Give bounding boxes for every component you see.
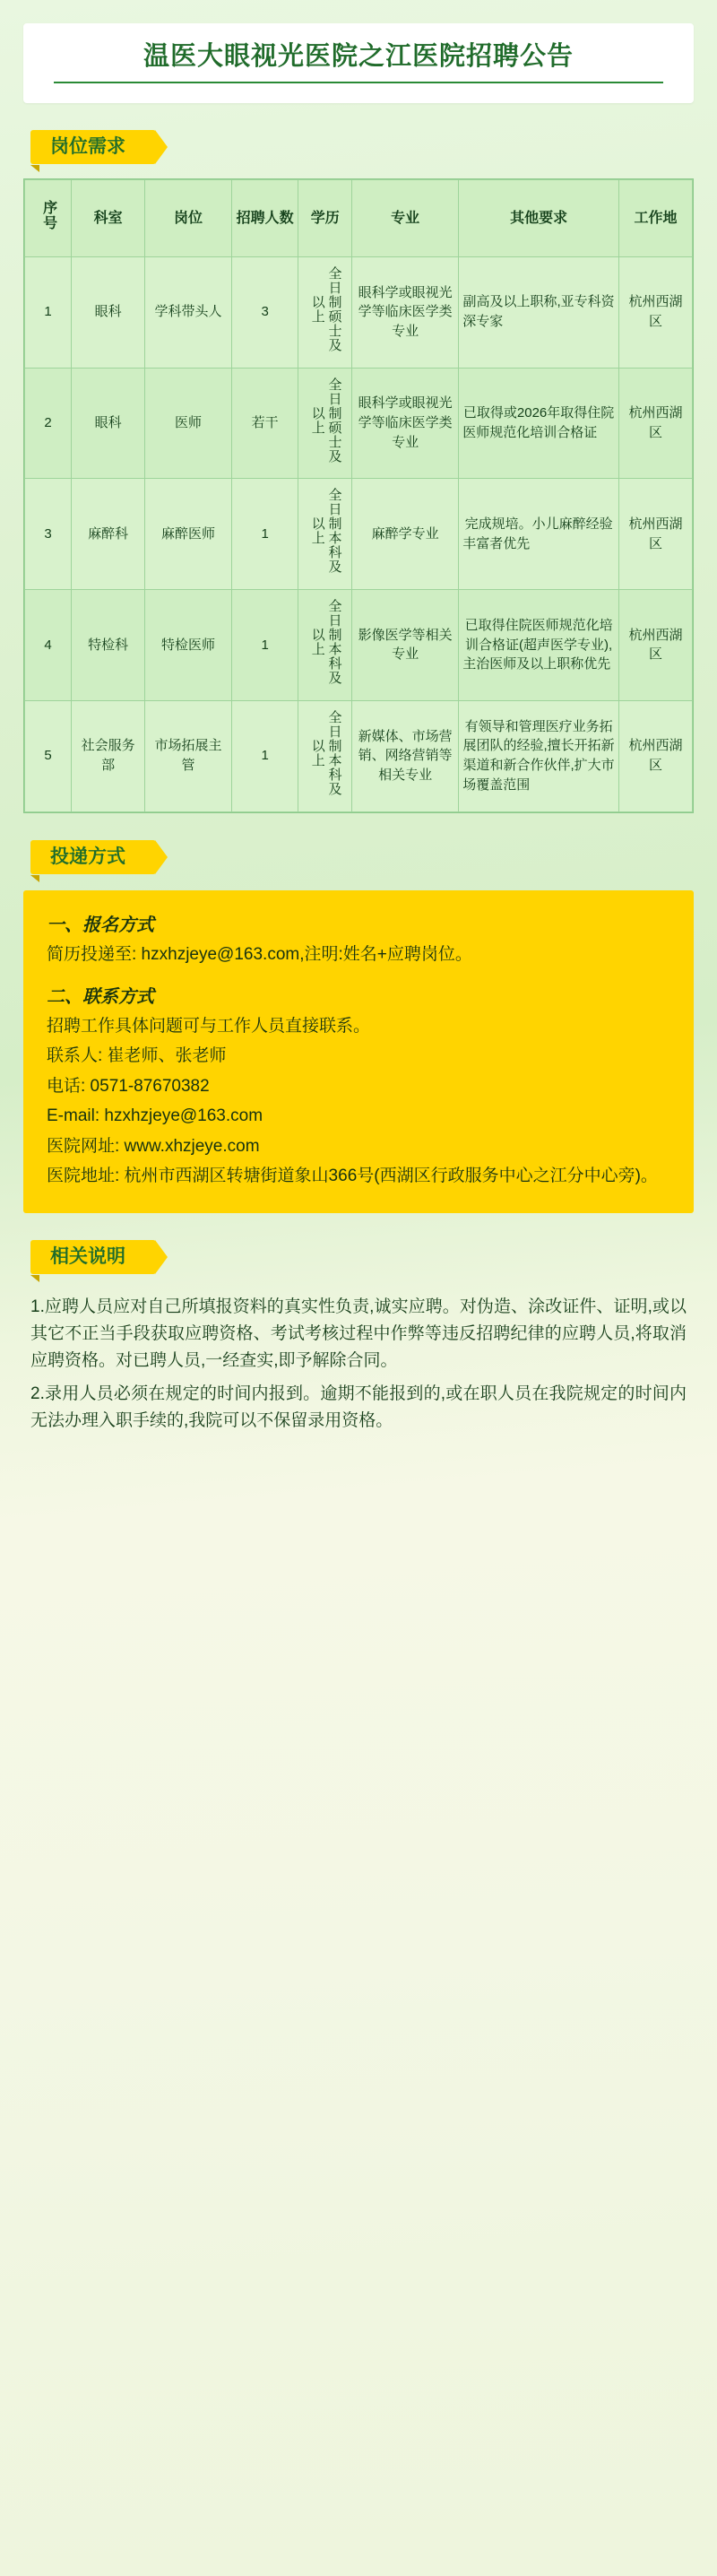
banner-tail-shape (30, 1275, 39, 1282)
apply-banner-label: 投递方式 (30, 840, 156, 874)
notes-banner-label: 相关说明 (30, 1240, 156, 1274)
cell-post: 学科带头人 (145, 256, 232, 368)
th-other: 其他要求 (459, 179, 619, 256)
section-apply (23, 840, 694, 1213)
cell-no: 5 (25, 700, 72, 811)
apply-heading-1: 一、报名方式 (47, 915, 154, 935)
cell-other: 副高及以上职称,亚专科资深专家 (459, 256, 619, 368)
apply-phone: 电话: 0571-87670382 (47, 1076, 210, 1096)
apply-card (23, 890, 694, 1213)
cell-num: 1 (231, 700, 298, 811)
cell-edu: 全日制硕士及以上 (298, 256, 352, 368)
page-title-card (23, 23, 694, 103)
banner-tail-shape (30, 165, 39, 172)
cell-major: 新媒体、市场营销、网络营销等相关专业 (352, 700, 459, 811)
cell-loc: 杭州西湖区 (619, 368, 693, 479)
cell-dept: 眼科 (72, 368, 145, 479)
table-row (25, 479, 693, 590)
cell-loc: 杭州西湖区 (619, 590, 693, 701)
apply-contact-note: 招聘工作具体问题可与工作人员直接联系。 (47, 1016, 371, 1036)
apply-website: 医院网址: www.xhzjeye.com (47, 1136, 260, 1156)
cell-post: 医师 (145, 368, 232, 479)
th-post: 岗位 (145, 179, 232, 256)
cell-num: 1 (231, 590, 298, 701)
cell-major: 麻醉学专业 (352, 479, 459, 590)
cell-other: 有领导和管理医疗业务拓展团队的经验,擅长开拓新渠道和新合作伙伴,扩大市场覆盖范围 (459, 700, 619, 811)
notes-banner-wrap (30, 1240, 694, 1276)
page-title: 温医大眼视光医院之江医院招聘公告 (143, 42, 574, 71)
notes-body (23, 1290, 694, 1435)
cell-edu: 全日制本科及以上 (298, 479, 352, 590)
banner-tail-shape (30, 875, 39, 882)
table-row (25, 368, 693, 479)
table-row (25, 256, 693, 368)
cell-post: 市场拓展主管 (145, 700, 232, 811)
cell-dept: 麻醉科 (72, 479, 145, 590)
cell-edu: 全日制本科及以上 (298, 590, 352, 701)
table-header-row (25, 179, 693, 256)
jobs-banner-wrap (30, 130, 694, 166)
apply-resume-line: 简历投递至: hzxhzjeye@163.com,注明:姓名+应聘岗位。 (47, 944, 472, 964)
cell-num: 1 (231, 479, 298, 590)
jobs-banner-label: 岗位需求 (30, 130, 156, 164)
jobs-table-wrap (23, 178, 694, 813)
apply-email: E-mail: hzxhzjeye@163.com (47, 1106, 263, 1126)
th-num: 招聘人数 (231, 179, 298, 256)
cell-loc: 杭州西湖区 (619, 479, 693, 590)
table-row (25, 590, 693, 701)
cell-major: 影像医学等相关专业 (352, 590, 459, 701)
cell-no: 1 (25, 256, 72, 368)
cell-edu: 全日制本科及以上 (298, 700, 352, 811)
cell-major: 眼科学或眼视光学等临床医学类专业 (352, 256, 459, 368)
cell-post: 特检医师 (145, 590, 232, 701)
apply-address: 医院地址: 杭州市西湖区转塘街道象山366号(西湖区行政服务中心之江分中心旁)。 (47, 1167, 658, 1186)
cell-major: 眼科学或眼视光学等临床医学类专业 (352, 368, 459, 479)
apply-banner-wrap (30, 840, 694, 876)
th-no: 序号 (25, 179, 72, 256)
th-loc: 工作地 (619, 179, 693, 256)
title-underline (54, 82, 664, 83)
th-major: 专业 (352, 179, 459, 256)
section-jobs (23, 130, 694, 813)
cell-no: 4 (25, 590, 72, 701)
cell-no: 3 (25, 479, 72, 590)
cell-dept: 特检科 (72, 590, 145, 701)
cell-loc: 杭州西湖区 (619, 700, 693, 811)
cell-dept: 眼科 (72, 256, 145, 368)
cell-post: 麻醉医师 (145, 479, 232, 590)
note-item-2: 2.录用人员必须在规定的时间内报到。逾期不能报到的,或在职人员在我院规定的时间内无法办理入职手续的,我院可以不保留录用资格。 (30, 1383, 687, 1431)
apply-contact-person: 联系人: 崔老师、张老师 (47, 1046, 227, 1066)
cell-num: 若干 (231, 368, 298, 479)
cell-no: 2 (25, 368, 72, 479)
th-dept: 科室 (72, 179, 145, 256)
cell-edu: 全日制硕士及以上 (298, 368, 352, 479)
cell-other: 完成规培。小儿麻醉经验丰富者优先 (459, 479, 619, 590)
note-item-1: 1.应聘人员应对自己所填报资料的真实性负责,诚实应聘。对伪造、涂改证件、证明,或以其它不正当手段获取应聘资格、考试考核过程中作弊等违反招聘纪律的应聘人员,将取消应聘资格。对已聘人员,一经查实,即予解除合同。 (30, 1297, 687, 1371)
cell-num: 3 (231, 256, 298, 368)
table-row (25, 700, 693, 811)
th-edu: 学历 (298, 179, 352, 256)
cell-dept: 社会服务部 (72, 700, 145, 811)
apply-heading-2: 二、联系方式 (47, 986, 154, 1007)
section-notes (23, 1240, 694, 1435)
cell-loc: 杭州西湖区 (619, 256, 693, 368)
cell-other: 已取得或2026年取得住院医师规范化培训合格证 (459, 368, 619, 479)
cell-other: 已取得住院医师规范化培训合格证(超声医学专业),主治医师及以上职称优先 (459, 590, 619, 701)
jobs-table (24, 179, 693, 812)
